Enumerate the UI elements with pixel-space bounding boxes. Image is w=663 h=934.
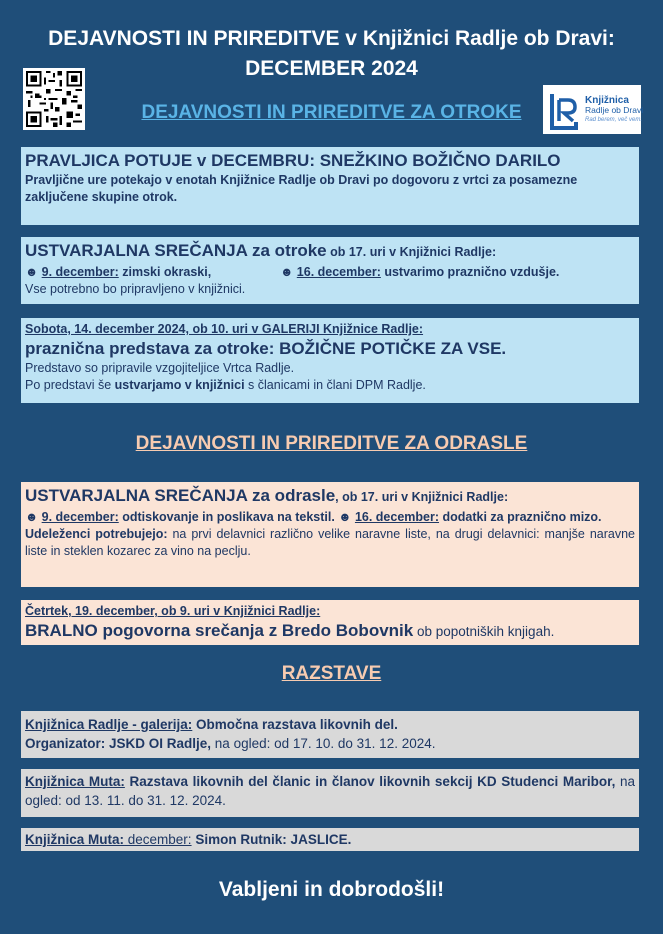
kids-section-heading: DEJAVNOSTI IN PRIREDITVE ZA OTROKE xyxy=(141,102,522,123)
smiley-icon: ☻ xyxy=(25,510,39,524)
event-title: praznična predstava za otroke: BOŽIČNE POTIČKE ZA VSE. xyxy=(25,339,507,358)
event-heading xyxy=(25,485,635,509)
exhibition-line xyxy=(25,715,635,734)
event-time-place: , ob 17. uri v Knjižnici Radlje: xyxy=(335,490,509,504)
exhibition-location: Knjižnica Muta: xyxy=(25,832,125,847)
date-label: 9. december: xyxy=(41,510,119,524)
exhibition-organizer: Organizator: JSKD OI Radlje, xyxy=(25,736,212,751)
exhibition-title: Simon Rutnik: JASLICE. xyxy=(191,832,352,847)
page-title-line2: DECEMBER 2024 xyxy=(245,57,418,80)
exhibition-muta-ks xyxy=(21,769,639,817)
event-dates xyxy=(25,509,635,526)
exhibition-muta-jaslice xyxy=(21,828,639,851)
kids-event-workshops xyxy=(21,237,639,304)
event-title-suffix: ob popotniških knjigah. xyxy=(413,624,555,639)
event-heading xyxy=(25,240,635,264)
event-needs xyxy=(25,526,635,560)
event-title: PRAVLJICA POTUJE v DECEMBRU: SNEŽKINO BOŽIČNO DARILO xyxy=(25,151,561,170)
logo-line2: Radlje ob Dravi xyxy=(585,105,644,116)
event-when: Sobota, 14. december 2024, ob 10. uri v GALERIJI Knjižnice Radlje: xyxy=(25,322,424,336)
logo-slogan: Rad berem, več vem. xyxy=(585,117,643,124)
needs-label: Udeleženci potrebujejo: xyxy=(25,527,168,541)
event-time-place: ob 17. uri v Knjižnici Radlje: xyxy=(326,245,497,259)
page-title-line1: DEJAVNOSTI IN PRIREDITVE v Knjižnici Radlje ob Dravi: xyxy=(48,27,615,50)
date-activity: zimski okraski, xyxy=(118,265,212,279)
kids-event-fairytale xyxy=(21,147,639,225)
exhibition-dates: na ogled: od 13. 11. do 31. 12. 2024. xyxy=(25,774,635,808)
exhibition-line xyxy=(25,734,635,753)
exhibition-title: Območna razstava likovnih del. xyxy=(192,717,398,732)
exhibition-month: december: xyxy=(124,832,192,847)
date-label: 16. december: xyxy=(296,265,381,279)
adults-section-heading: DEJAVNOSTI IN PRIREDITVE ZA ODRASLE xyxy=(135,433,528,454)
text-part: Po predstavi še xyxy=(25,378,115,392)
needs-text: na prvi delavnici različno velike naravne liste, na drugi delavnici: manjše naravne liste in steklen kozarec za vino na peclju. xyxy=(25,527,635,558)
smiley-icon: ☻ xyxy=(338,510,352,524)
date-activity: ustvarimo praznično vzdušje. xyxy=(380,265,560,279)
event-title: USTVARJALNA SREČANJA za odrasle xyxy=(25,486,336,505)
adults-event-workshops xyxy=(21,482,639,587)
event-dates xyxy=(25,264,635,281)
smiley-icon: ☻ xyxy=(25,265,39,279)
event-description: Pravljične ure potekajo v enotah Knjižnice Radlje ob Dravi po dogovoru z vrtci za posamezne zaključene skupine otrok. xyxy=(25,173,578,204)
exhibition-location: Knjižnica Muta: xyxy=(25,774,125,789)
exhibition-radlje xyxy=(21,711,639,758)
text-part: s članicami in člani DPM Radlje. xyxy=(244,378,426,392)
exhibition-dates: na ogled: od 17. 10. do 31. 12. 2024. xyxy=(211,736,436,751)
kids-event-performance xyxy=(21,318,639,403)
event-title: USTVARJALNA SREČANJA za otroke xyxy=(25,241,327,260)
date-label: 16. december: xyxy=(354,510,440,524)
exhibitions-section-heading: RAZSTAVE xyxy=(281,663,382,684)
date-activity: dodatki za praznično mizo. xyxy=(439,510,602,524)
event-line xyxy=(25,377,635,394)
date-label: 9. december: xyxy=(41,265,119,279)
smiley-icon: ☻ xyxy=(280,265,294,279)
exhibition-title: Razstava likovnih del članic in članov likovnih sekcij KD Studenci Maribor, xyxy=(124,774,616,789)
text-part-bold: ustvarjamo v knjižnici xyxy=(114,378,245,392)
logo-line1: Knjižnica xyxy=(585,94,629,106)
date-activity: odtiskovanje in poslikava na tekstil. xyxy=(118,510,335,524)
event-heading xyxy=(25,620,635,643)
event-when: Četrtek, 19. december, ob 9. uri v Knjižnici Radlje: xyxy=(25,604,321,618)
adults-event-reading xyxy=(21,600,639,645)
event-title: BRALNO pogovorna srečanja z Bredo Bobovnik xyxy=(25,621,414,640)
event-note: Vse potrebno bo pripravljeno v knjižnici. xyxy=(25,282,246,296)
welcome-message: Vabljeni in dobrodošli! xyxy=(218,878,445,901)
event-line: Predstavo so pripravile vzgojiteljice Vrtca Radlje. xyxy=(25,361,295,375)
exhibition-location: Knjižnica Radlje - galerija: xyxy=(25,717,193,732)
page-title xyxy=(0,24,663,84)
